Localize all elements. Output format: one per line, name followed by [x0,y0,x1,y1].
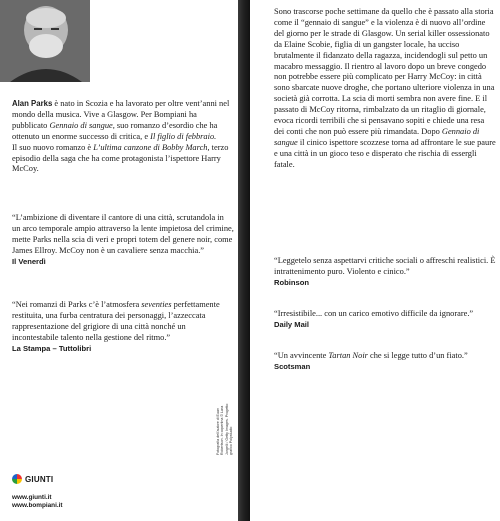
author-name: Alan Parks [12,99,53,108]
publisher-logo: GIUNTI [12,474,53,484]
review-3: “Un avvincente Tartan Noir che si legge tutto d’un fiato.” Scotsman [274,351,496,372]
author-bio: Alan Parks è nato in Scozia e ha lavorato per oltre vent’anni nel mondo della musica. Vive a Glasgow. Per Bompiani ha pubblicato Gennaio di sangue, suo romanzo d’esordio che ha ottenuto un enorme successo di critica, e Il figlio di febbraio. Il suo nuovo romanzo è L’ultima canzone di Bobby March, terzo episodio della saga che ha come protagonista l’ispettore Harry McCoy. [12,99,230,174]
spine-fold [238,0,250,521]
author-portrait-image [0,0,90,82]
website-giunti: www.giunti.it [12,494,52,501]
author-photo [0,0,90,82]
back-cover [250,0,500,521]
website-bompiani: www.bompiani.it [12,502,63,509]
front-flap [0,0,238,521]
review-source: Robinson [274,277,310,287]
synopsis: Sono trascorse poche settimane da quello che è passato alla storia come il “gennaio di sangue” e la violenza è di nuovo all’ordine del giorno per le strade di Glasgow. Un serial killer ossessionato da Elaine Scobie, figlia di un gangster locale, ha ucciso brutalmente il fidanzato della ragazza, incidendogli sul petto un macabro messaggio. Il rientro al lavoro dopo un breve congedo non potrebbe essere più complicato per Harry McCoy: in città sono sbarcate nuove droghe, che portano ulteriore violenza in una società già corrotta. La scia di morti sembra non avere fine. E il passato di McCoy ritorna, rimbalzato da un ritaglio di giornale, evoca ricordi terribili che si pensavano sopiti e chiede una resa dei conti che non può essere più rimandata. Dopo Gennaio di sangue il cinico ispettore scozzese torna ad affrontare le sue paure e una città in un gioco teso e disperato che rischia di essergli fatale. [274,7,496,169]
quote-source: Il Venerdì [12,256,46,266]
press-quote-1: “L’ambizione di diventare il cantore di una città, scrutandola in un arco temporale ampio attraverso la lente impietosa del crimine, mette Parks nella scia di veri e propri totem del genere noir, come James Ellroy. McCoy non è un cavaliere senza macchia.” Il Venerdì [12,213,234,266]
review-2: “Irresistibile... con un carico emotivo difficile da ignorare.” Daily Mail [274,309,496,330]
photo-credit: Fotografia dell’autore di Euan Robertson. In copertina © Lara Jorgelli / Getty Images. Progetto grafico Polystudio [216,403,234,455]
giunti-logo-icon [12,474,22,484]
press-quote-2: “Nei romanzi di Parks c’è l’atmosfera seventies perfettamente restituita, una furba centratura dei personaggi, l’azzeccata rappresentazione del grigiore di una città nonché un incontestabile talento nella gestione del ritmo.” La Stampa – Tuttolibri [12,300,234,354]
blank-area [274,455,394,505]
quote-source: La Stampa – Tuttolibri [12,343,92,353]
review-source: Daily Mail [274,319,310,329]
review-1: “Leggetelo senza aspettarvi critiche sociali o affreschi realistici. È intrattenimento puro. Violento e cinico.” Robinson [274,256,496,287]
review-source: Scotsman [274,361,311,371]
